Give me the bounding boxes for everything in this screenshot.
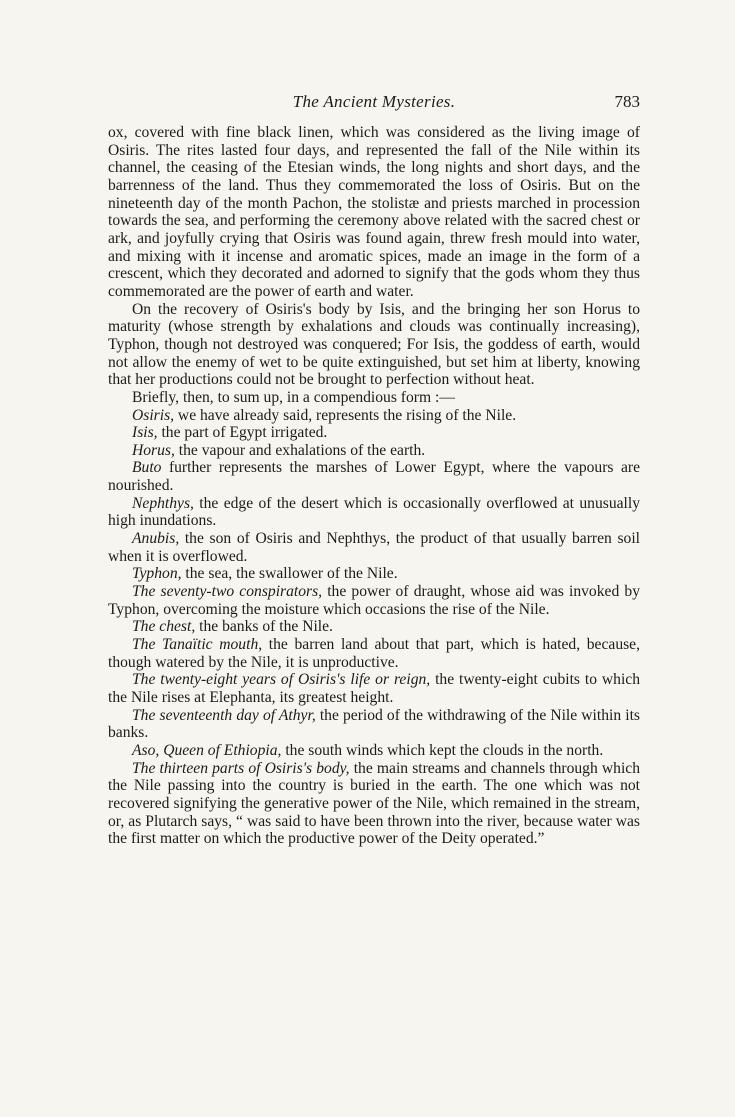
entry-text: the part of Egypt irrigated. bbox=[157, 424, 328, 442]
paragraph-2 bbox=[108, 301, 640, 389]
entry-term: The twenty-eight years of Osiris's life or reign, bbox=[132, 671, 431, 689]
entry-conspirators bbox=[108, 583, 640, 618]
entry-text: the twenty-eight cubits to which the Nile rises at Elephanta, its greatest height. bbox=[108, 671, 641, 706]
body-text bbox=[108, 124, 640, 848]
entry-term: Buto bbox=[132, 459, 162, 477]
paragraph-text: On the recovery of Osiris's body by Isis, and the bringing her son Horus to maturity (whose strength by exhalations and clouds was continually increasing), Typhon, though not destroyed was conquered; For Isis, the goddess of earth, would not allow the enemy of wet to be quite extinguished, but set him at liberty, knowing that her productions could not be brought to perfection without heat. bbox=[108, 300, 640, 389]
entry-thirteen-parts bbox=[108, 760, 640, 848]
entry-twenty-eight-years bbox=[108, 671, 640, 706]
entry-osiris bbox=[108, 407, 640, 425]
entry-term: The seventy-two conspirators, bbox=[132, 583, 323, 601]
entry-term: Osiris, bbox=[132, 406, 175, 424]
entry-horus bbox=[108, 442, 640, 460]
entry-nephthys bbox=[108, 495, 640, 530]
entry-seventeenth-day bbox=[108, 707, 640, 742]
entry-text: the power of draught, whose aid was invoked by Typhon, overcoming the moisture which occasions the rise of the Nile. bbox=[108, 583, 640, 618]
entry-term: Horus, bbox=[132, 441, 175, 459]
entry-text: the vapour and exhalations of the earth. bbox=[174, 441, 426, 459]
entry-text: the son of Osiris and Nephthys, the product of that usually barren soil when it is overflowed. bbox=[108, 530, 640, 565]
entry-term: Isis, bbox=[132, 424, 158, 442]
paragraph-3 bbox=[108, 389, 640, 407]
entry-text: further represents the marshes of Lower Egypt, where the vapours are nourished. bbox=[108, 459, 640, 495]
entry-term: The chest, bbox=[132, 618, 196, 636]
entry-aso bbox=[108, 742, 640, 760]
entry-text: the sea, the swallower of the Nile. bbox=[181, 565, 398, 583]
entry-tanaitic-mouth bbox=[108, 636, 640, 671]
entry-term: The Tanaïtic mouth, bbox=[132, 636, 263, 654]
entry-term: Nephthys, bbox=[132, 494, 194, 512]
entry-text: the south winds which kept the clouds in the north. bbox=[281, 741, 604, 759]
entry-isis bbox=[108, 424, 640, 442]
entry-term: Aso, Queen of Ethiopia, bbox=[132, 741, 282, 759]
entry-term: Anubis, bbox=[132, 530, 180, 548]
entry-text: we have already said, represents the rising of the Nile. bbox=[174, 406, 517, 424]
entry-term: The seventeenth day of Athyr, bbox=[132, 706, 316, 724]
paragraph-1 bbox=[108, 124, 640, 301]
entry-text: the barren land about that part, which is hated, because, though watered by the Nile, it is unproductive. bbox=[108, 636, 641, 671]
paragraph-text: ox, covered with fine black linen, which was considered as the living image of Osiris. The rites lasted four days, and represented the fall of the Nile within its channel, the ceasing of the Etesian winds, the long nights and short days, and the barrenness of the land. Thus they commemorated the loss of Osiris. But on the nineteenth day of the month Pachon, the stolistæ and priests marched in procession towards the sea, and performing the ceremony above related with the sacred chest or ark, and joyfully crying that Osiris was found again, threw fresh mould into water, and mixing with it incense and aromatic spices, made an image in the form of a crescent, which they decorated and adorned to signify that the gods whom they thus commemorated are the power of earth and water. bbox=[108, 124, 640, 300]
page-header bbox=[108, 92, 640, 118]
entry-anubis bbox=[108, 530, 640, 565]
entry-text: the edge of the desert which is occasionally overflowed at unusually high inundations. bbox=[108, 494, 640, 530]
entry-typhon bbox=[108, 565, 640, 583]
entry-term: The thirteen parts of Osiris's body, bbox=[132, 759, 350, 777]
entry-term: Typhon, bbox=[132, 565, 182, 583]
page-number: 783 bbox=[614, 92, 640, 111]
running-title: The Ancient Mysteries. bbox=[292, 92, 456, 111]
entry-chest bbox=[108, 618, 640, 636]
entry-text: the main streams and channels through which the Nile passing into the country is buried in the earth. The one which was not recovered signifying the generative power of the Nile, which remained in the stream, or, as Plutarch says, “ was said to have been thrown into the river, because water was the first matter on which the productive power of the Deity operated.” bbox=[108, 759, 641, 848]
entry-text: the period of the withdrawing of the Nile within its banks. bbox=[108, 706, 640, 742]
entry-text: the banks of the Nile. bbox=[195, 618, 333, 636]
entry-buto bbox=[108, 459, 640, 494]
paragraph-text: Briefly, then, to sum up, in a compendious form :— bbox=[132, 388, 455, 406]
